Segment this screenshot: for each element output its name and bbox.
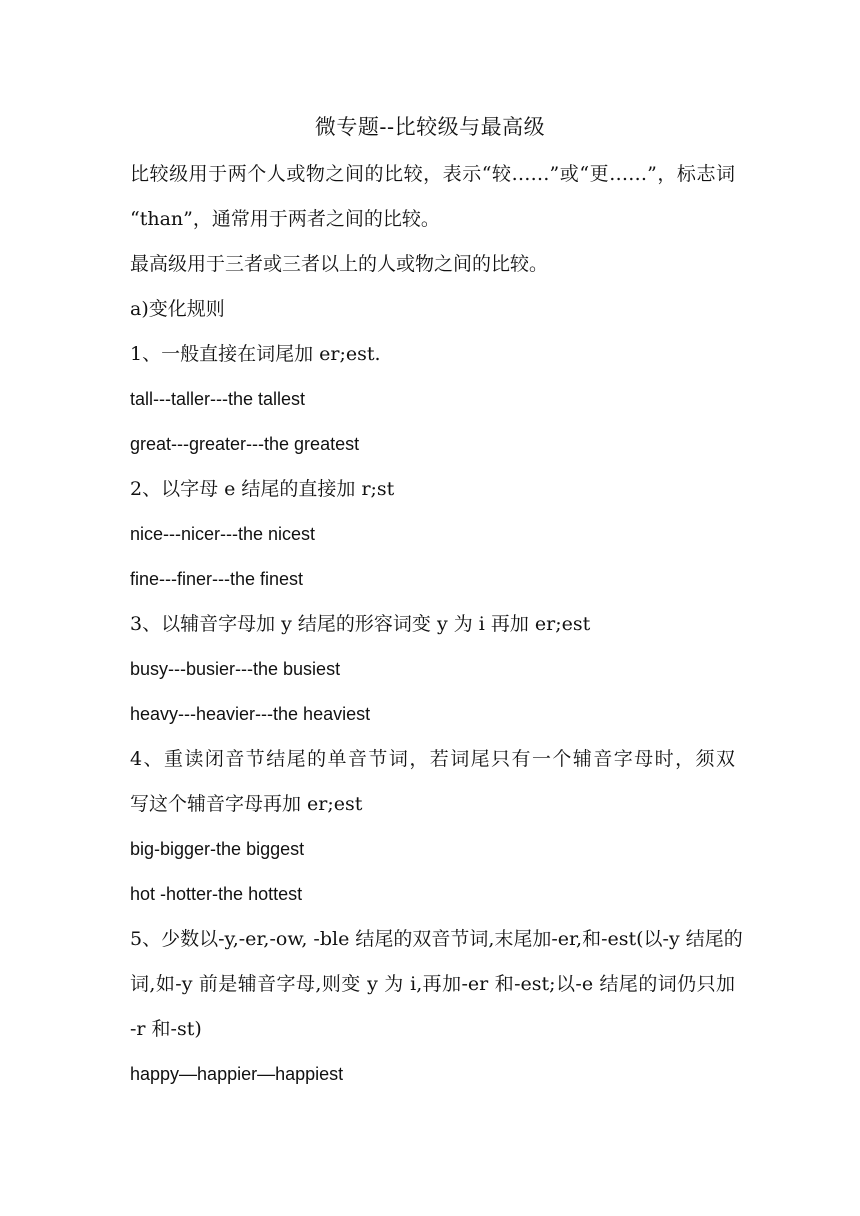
example-line: fine---finer---the finest bbox=[130, 569, 304, 589]
rule-line: 4、重读闭音节结尾的单音节词，若词尾只有一个辅音字母时，须双 bbox=[130, 748, 735, 770]
example-line: tall---taller---the tallest bbox=[130, 389, 306, 409]
rule-line: 写这个辅音字母再加 er;est bbox=[130, 793, 363, 815]
example-line: great---greater---the greatest bbox=[130, 434, 360, 454]
rule-line: 5、少数以-y,-er,-ow, -ble 结尾的双音节词,末尾加-er,和-est(以-y 结尾的 bbox=[130, 928, 743, 950]
document-body bbox=[130, 152, 743, 1097]
example-line: busy---busier---the busiest bbox=[130, 659, 341, 679]
rule-line: 词,如-y 前是辅音字母,则变 y 为 i,再加-er 和-est;以-e 结尾的词仍只加 bbox=[130, 973, 735, 995]
example-line: big-bigger-the biggest bbox=[130, 839, 305, 859]
rule-line: 3、以辅音字母加 y 结尾的形容词变 y 为 i 再加 er;est bbox=[130, 613, 591, 635]
example-line: heavy---heavier---the heaviest bbox=[130, 704, 371, 724]
page-title: 微专题--比较级与最高级 bbox=[314, 115, 546, 139]
example-line: hot -hotter-the hottest bbox=[130, 884, 303, 904]
example-line: happy—happier—happiest bbox=[130, 1064, 344, 1084]
rule-line: -r 和-st) bbox=[130, 1018, 202, 1040]
rule-line: 1、一般直接在词尾加 er;est. bbox=[130, 343, 381, 365]
rule-line: 2、以字母 e 结尾的直接加 r;st bbox=[130, 478, 395, 500]
section-heading: a)变化规则 bbox=[130, 298, 225, 320]
example-line: nice---nicer---the nicest bbox=[130, 524, 316, 544]
paragraph-line: “than”，通常用于两者之间的比较。 bbox=[130, 208, 440, 230]
paragraph-line: 比较级用于两个人或物之间的比较，表示“较……”或“更……”，标志词 bbox=[130, 163, 735, 185]
paragraph-line: 最高级用于三者或三者以上的人或物之间的比较。 bbox=[130, 253, 549, 275]
